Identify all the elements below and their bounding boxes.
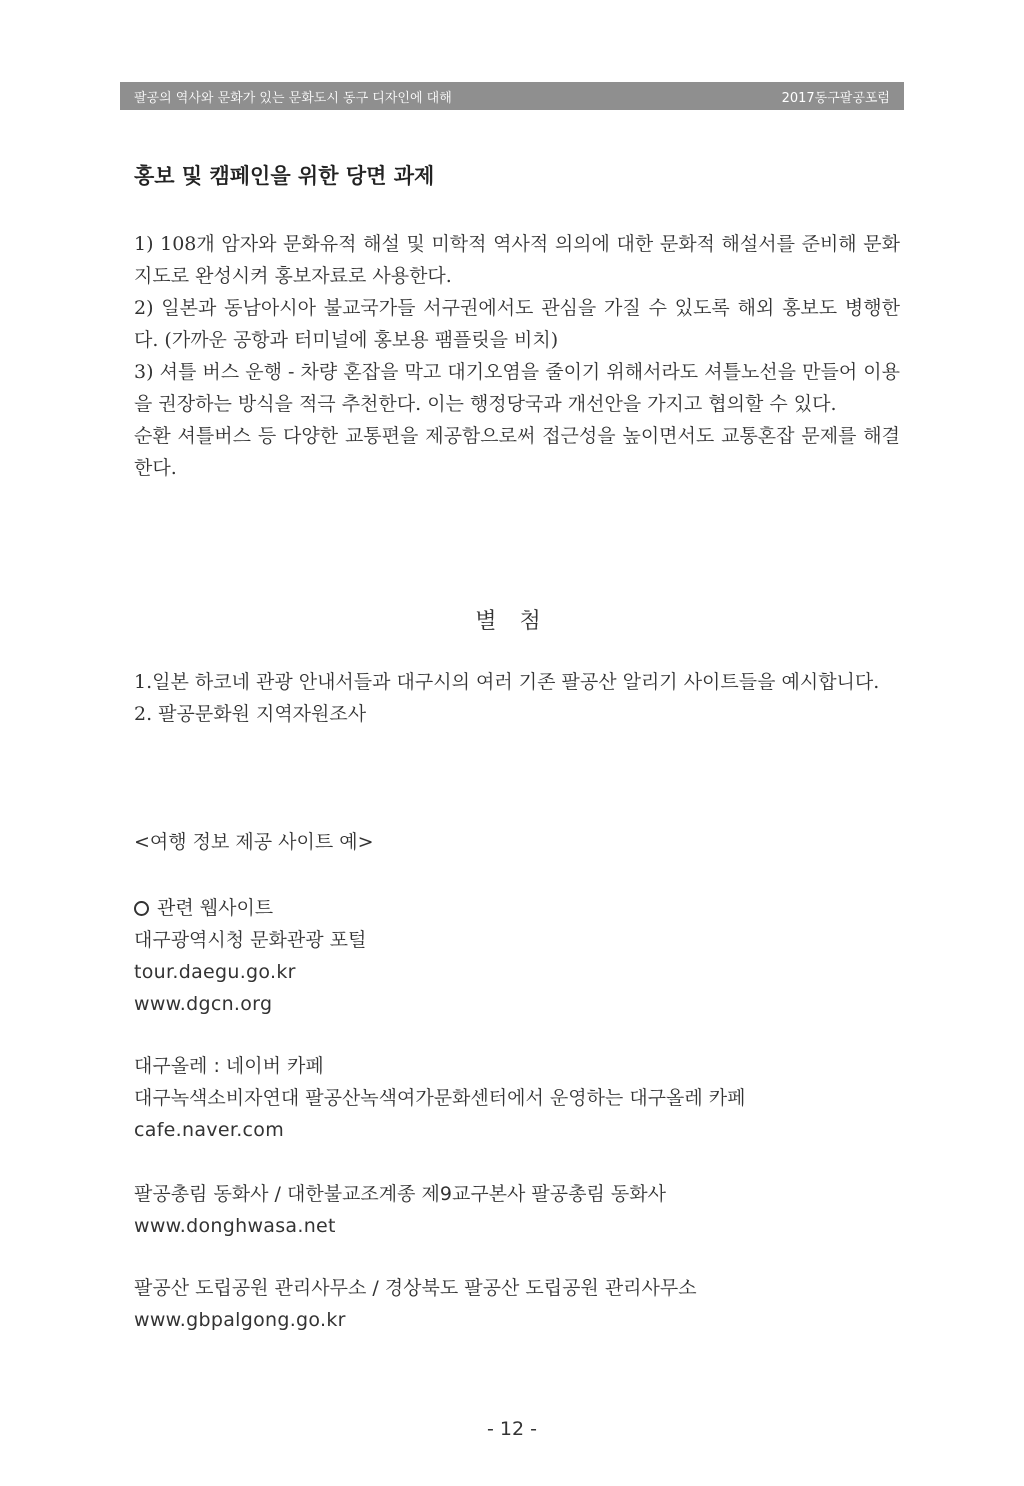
site-group-name: 팔공산 도립공원 관리사무소 / 경상북도 팔공산 도립공원 관리사무소 bbox=[134, 1277, 697, 1299]
site-url bbox=[134, 1210, 336, 1242]
site-group-name: 팔공총림 동화사 / 대한불교조계종 제9교구본사 팔공총림 동화사 bbox=[134, 1183, 666, 1205]
paragraph-3: 3) 셔틀 버스 운행 - 차량 혼잡을 막고 대기오염을 줄이기 위해서라도 셔틀노선을 만들어 이용을 권장하는 방식을 적극 추천한다. 이는 행정당국과 개선안을 가지고 협의할 수 있다. bbox=[134, 361, 900, 415]
site-group-name: 대구올레 : 네이버 카페 bbox=[134, 1055, 324, 1077]
attachment-list bbox=[134, 666, 900, 730]
related-websites-text: 관련 웹사이트 bbox=[157, 897, 274, 919]
site-url-text: cafe.naver.com bbox=[134, 1119, 285, 1141]
section-title: 홍보 및 캠페인을 위한 당면 과제 bbox=[134, 163, 435, 188]
page-number: - 12 - bbox=[487, 1418, 537, 1440]
attachment-item-2: 2. 팔공문화원 지역자원조사 bbox=[134, 703, 367, 725]
header-title: 팔공의 역사와 문화가 있는 문화도시 동구 디자인에 대해 bbox=[134, 90, 452, 106]
header-forum-label: 2017동구팔공포럼 bbox=[781, 90, 890, 106]
site-url-text: www.donghwasa.net bbox=[134, 1215, 336, 1237]
attachment-title: 별 첨 bbox=[475, 609, 549, 634]
site-url bbox=[134, 956, 296, 988]
site-url-text: www.gbpalgong.go.kr bbox=[134, 1309, 346, 1331]
site-url bbox=[134, 1304, 346, 1336]
site-group-description: 대구녹색소비자연대 팔공산녹색여가문화센터에서 운영하는 대구올레 카페 bbox=[134, 1087, 746, 1109]
paragraph-2: 2) 일본과 동남아시아 불교국가들 서구권에서도 관심을 가질 수 있도록 해외 홍보도 병행한다. (가까운 공항과 터미널에 홍보용 팸플릿을 비치) bbox=[134, 297, 900, 351]
paragraph-4: 순환 셔틀버스 등 다양한 교통편을 제공함으로써 접근성을 높이면서도 교통혼잡 문제를 해결한다. bbox=[134, 425, 900, 479]
site-url-text: www.dgcn.org bbox=[134, 993, 273, 1015]
paragraph-1: 1) 108개 암자와 문화유적 해설 및 미학적 역사적 의의에 대한 문화적 해설서를 준비해 문화지도로 완성시켜 홍보자료로 사용한다. bbox=[134, 233, 900, 287]
site-url bbox=[134, 988, 272, 1020]
site-url bbox=[134, 1114, 284, 1146]
related-websites-label bbox=[134, 892, 273, 924]
page-header-bar bbox=[120, 82, 904, 110]
site-url-text: tour.daegu.go.kr bbox=[134, 961, 296, 983]
task-paragraphs bbox=[134, 228, 900, 484]
attachment-item-1: 1.일본 하코네 관광 안내서들과 대구시의 여러 기존 팔공산 알리기 사이트들을 예시합니다. bbox=[134, 671, 880, 693]
circle-bullet-icon bbox=[134, 901, 149, 916]
site-group-name: 대구광역시청 문화관광 포털 bbox=[134, 929, 367, 951]
travel-info-heading: <여행 정보 제공 사이트 예> bbox=[134, 831, 374, 853]
